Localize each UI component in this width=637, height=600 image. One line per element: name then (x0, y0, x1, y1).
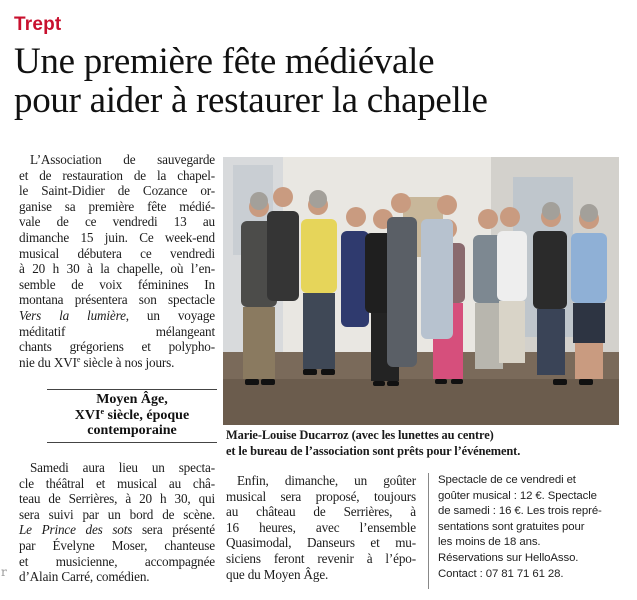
text-fragment: , un voyage (125, 307, 215, 323)
body-column-1b (19, 460, 215, 585)
info-line: de samedi : 16 €. Les trois repré- (438, 505, 602, 518)
text-line (19, 308, 215, 324)
stray-margin-letter: r (1, 565, 7, 579)
body-column-2 (226, 473, 416, 582)
photo-caption (226, 428, 622, 460)
text-line: le Saint-Didier de Cozance or- (19, 183, 215, 199)
group-photo (223, 157, 619, 425)
text-line: musical débutera ce vendredi (19, 245, 215, 261)
subhead-century: XVI (74, 407, 101, 423)
text-line: Samedi aura lieu un specta- (30, 460, 215, 475)
text-line: d’Alain Carré, comédien. (19, 569, 150, 585)
text-line: au château de Serrières, à (226, 504, 416, 520)
caption-line: et le bureau de l’association sont prêts pour l’événement. (226, 443, 521, 458)
show-title: Vers la lumière (19, 307, 126, 323)
text-line: montana présentera son spectacle (19, 292, 215, 308)
subhead-century-suffix: e (100, 406, 105, 416)
text-line: siciens feront revenir à l’épo- (226, 550, 416, 566)
text-line: cle théâtral et musical au châ- (19, 475, 215, 491)
text-fragment: sera présenté (141, 522, 215, 538)
text-fragment: nie du (19, 354, 54, 370)
text-line: par Évelyne Moser, chanteuse (19, 537, 215, 553)
subhead-line: contemporaine (87, 423, 177, 439)
century: XVI (53, 354, 77, 370)
info-line: sentations sont gratuites pour (438, 520, 585, 533)
body-column-1 (19, 152, 215, 370)
info-line: Spectacle de ce vendredi et (438, 474, 576, 486)
subhead-bottom-rule (47, 442, 217, 443)
text-line: semble de voix féminines In (19, 276, 215, 292)
headline-line-1: Une première fête médiévale (14, 41, 435, 82)
text-line: et de restauration de la chapel- (19, 167, 215, 183)
text-line: sera suivi par un bord de scène. (19, 506, 215, 522)
text-line: méditatif mélangeant (19, 323, 215, 339)
text-line: chants grégoriens et polypho- (19, 339, 215, 355)
text-line (19, 522, 215, 538)
subhead-top-rule (47, 389, 217, 390)
text-line: 16 heures, avec l’ensemble (226, 519, 416, 535)
text-line: teau de Serrières, à 20 h 30, qui (19, 491, 215, 507)
text-line: Quasimodal, Danseurs et mu- (226, 535, 416, 551)
subhead-line (47, 408, 217, 424)
text-line: à 20 h 30 à la chapelle, où l’en- (19, 261, 215, 277)
text-line: Enfin, dimanche, un goûter (237, 473, 416, 488)
practical-info (438, 473, 628, 582)
caption-line: Marie-Louise Ducarroz (avec les lunettes au centre) (226, 428, 494, 442)
text-line (19, 355, 215, 371)
group-photo-illustration (223, 157, 619, 425)
info-line: goûter musical : 12 €. Spectacle (438, 489, 597, 502)
info-box-divider (428, 473, 429, 589)
text-line: ganise sa première fête médié- (19, 198, 215, 214)
info-line: les moins de 18 ans. (438, 536, 541, 549)
headline (14, 42, 629, 120)
text-line: que du Moyen Âge. (226, 566, 329, 582)
subhead-line: Moyen Âge, (96, 392, 168, 407)
headline-line-2: pour aider à restaurer la chapelle (14, 80, 488, 121)
text-line: L’Association de sauvegarde (30, 152, 215, 167)
info-line: Réservations sur HelloAsso. (438, 551, 579, 564)
text-line: musical sera proposé, toujours (226, 488, 416, 504)
subhead-fragment: siècle, époque (104, 407, 190, 423)
info-line: Contact : 07 81 71 61 28. (438, 567, 564, 580)
century-suffix: e (76, 354, 81, 364)
text-line: vale de ce vendredi 13 au (19, 214, 215, 230)
text-line: et musicienne, accompagnée (19, 553, 215, 569)
text-fragment: siècle à nos jours. (80, 354, 175, 370)
text-line: dimanche 15 juin. Ce week-end (19, 229, 215, 245)
play-title: Le Prince des sots (19, 522, 133, 538)
kicker-location: Trept (14, 14, 62, 35)
subheading (47, 392, 217, 439)
